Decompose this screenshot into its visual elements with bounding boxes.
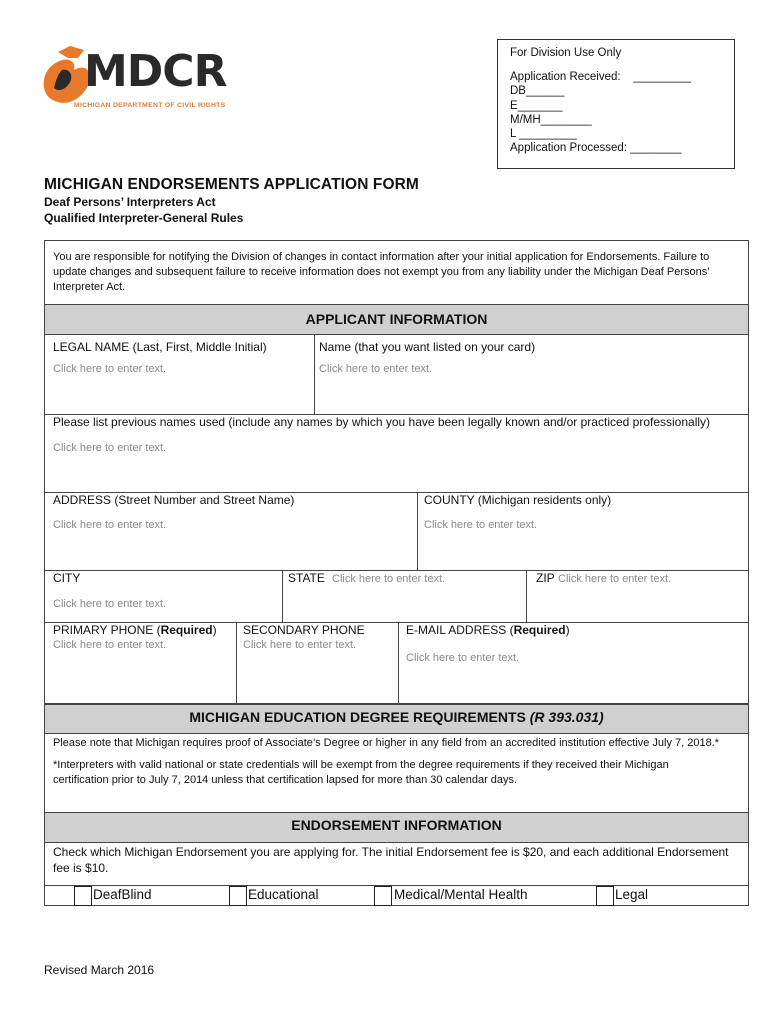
endorsement-instructions: Check which Michigan Endorsement you are applying for. The initial Endorsement fee is $20, and each additional Endorsement fee is $10.	[53, 845, 729, 875]
division-line: E_______	[510, 99, 563, 112]
notice-text: You are responsible for notifying the Division of changes in contact information after your initial application for Endorsements. Failure to update changes and subsequent failure to receive information does not exempt you from any liability under the Michigan Deaf Persons’ Interpreter Act.	[53, 251, 710, 293]
educational-label: Educational	[248, 887, 319, 902]
previous-names-cell[interactable]	[44, 415, 749, 493]
county-label: COUNTY (Michigan residents only)	[424, 493, 612, 507]
primary-phone-input[interactable]: Click here to enter text.	[53, 639, 167, 651]
state-cell[interactable]	[282, 571, 526, 623]
education-exemption-note: *Interpreters with valid national or state credentials will be exempt from the degree requirements if they received their Michigan certification prior to July 7, 2014 unless that certification lapsed for more than 30 calendar days.	[53, 759, 669, 786]
notice-cell	[44, 240, 749, 304]
state-input[interactable]: Click here to enter text.	[332, 573, 446, 585]
previous-names-input[interactable]: Click here to enter text.	[53, 442, 167, 454]
division-line: Application Received: _________	[510, 71, 691, 84]
education-note: Please note that Michigan requires proof of Associate’s Degree or higher in any field from an accredited institution effective July 7, 2018.*	[53, 737, 720, 749]
endorsement-options-row	[44, 886, 749, 906]
address-cell[interactable]	[44, 493, 417, 571]
mdcr-logo	[40, 40, 270, 120]
card-name-cell[interactable]	[314, 335, 749, 415]
county-cell[interactable]	[417, 493, 749, 571]
legal-name-label: LEGAL NAME (Last, First, Middle Initial)	[53, 340, 267, 354]
form-subtitle: Qualified Interpreter-General Rules	[44, 211, 244, 225]
form-subtitle: Deaf Persons’ Interpreters Act	[44, 195, 216, 209]
medical-mental-health-label: Medical/Mental Health	[394, 887, 528, 902]
address-label: ADDRESS (Street Number and Street Name)	[53, 493, 295, 507]
secondary-phone-cell[interactable]	[236, 623, 398, 704]
legal-checkbox[interactable]	[596, 886, 614, 906]
application-form	[44, 240, 749, 906]
deafblind-checkbox[interactable]	[74, 886, 92, 906]
secondary-phone-input[interactable]: Click here to enter text.	[243, 639, 357, 651]
zip-input[interactable]: Click here to enter text.	[558, 573, 672, 585]
division-line: Application Processed: ________	[510, 142, 682, 155]
legal-name-cell[interactable]	[44, 335, 314, 415]
state-label: STATE	[288, 571, 325, 585]
division-line: DB______	[510, 85, 565, 98]
education-section-heading: MICHIGAN EDUCATION DEGREE REQUIREMENTS (R 393.031)	[44, 704, 749, 734]
secondary-phone-label: SECONDARY PHONE	[243, 623, 365, 637]
address-input[interactable]: Click here to enter text.	[53, 519, 167, 531]
primary-phone-label: PRIMARY PHONE (Required)	[53, 623, 217, 637]
city-label: CITY	[53, 571, 81, 585]
division-line: L _________	[510, 128, 577, 141]
city-cell[interactable]	[44, 571, 282, 623]
medical-mental-health-checkbox[interactable]	[374, 886, 392, 906]
zip-cell[interactable]	[526, 571, 749, 623]
email-cell[interactable]	[398, 623, 749, 704]
division-line: M/MH________	[510, 113, 592, 126]
division-use-box	[497, 39, 735, 169]
revision-date: Revised March 2016	[44, 963, 155, 977]
previous-names-label: Please list previous names used (include any names by which you have been legally known and/or practiced professionally)	[53, 415, 711, 429]
primary-phone-cell[interactable]	[44, 623, 236, 704]
education-notes-cell	[44, 734, 749, 812]
logo-wordmark: MDCR	[84, 46, 227, 97]
card-name-input[interactable]: Click here to enter text.	[319, 363, 433, 375]
zip-label: ZIP	[536, 571, 555, 585]
legal-name-input[interactable]: Click here to enter text.	[53, 363, 167, 375]
city-input[interactable]: Click here to enter text.	[53, 598, 167, 610]
email-input[interactable]: Click here to enter text.	[406, 652, 520, 664]
applicant-section-heading: APPLICANT INFORMATION	[44, 304, 749, 335]
card-name-label: Name (that you want listed on your card)	[319, 340, 536, 354]
educational-checkbox[interactable]	[229, 886, 247, 906]
email-label: E-MAIL ADDRESS (Required)	[406, 623, 570, 637]
logo-subtitle: MICHIGAN DEPARTMENT OF CIVIL RIGHTS	[74, 102, 226, 109]
form-title: MICHIGAN ENDORSEMENTS APPLICATION FORM	[44, 176, 419, 193]
endorsement-instructions-cell	[44, 843, 749, 886]
deafblind-label: DeafBlind	[93, 887, 152, 902]
endorsement-section-heading: ENDORSEMENT INFORMATION	[44, 812, 749, 843]
legal-label: Legal	[615, 887, 649, 902]
county-input[interactable]: Click here to enter text.	[424, 519, 538, 531]
division-title: For Division Use Only	[510, 47, 622, 59]
